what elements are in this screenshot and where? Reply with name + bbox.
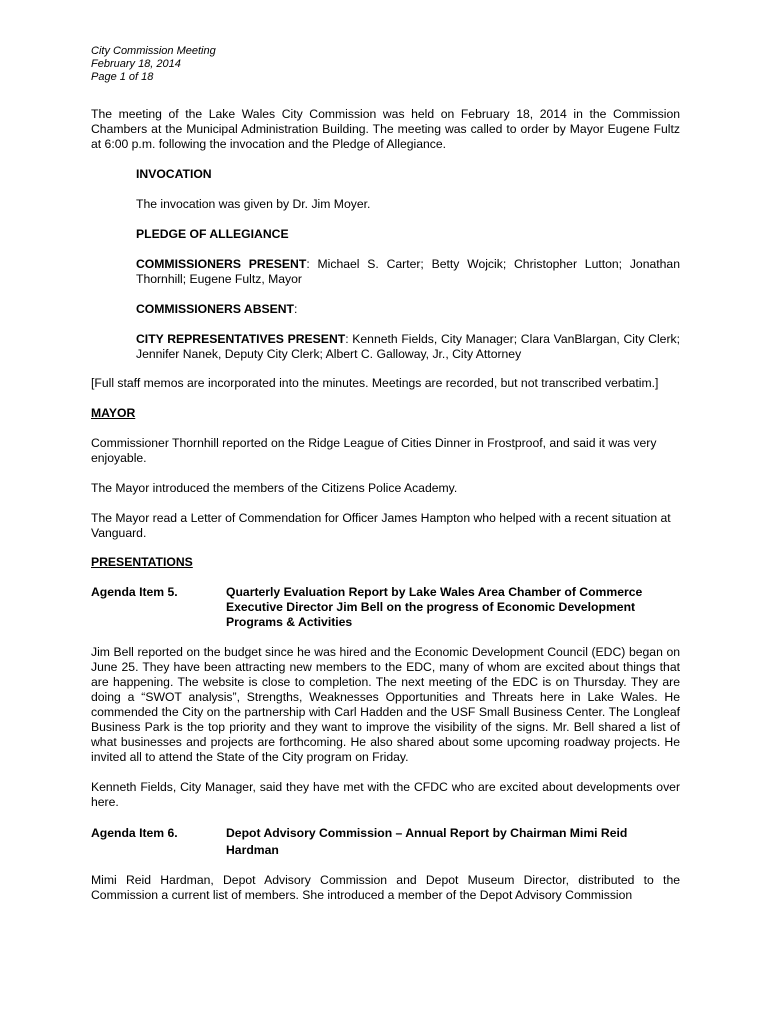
commissioners-absent-label: COMMISSIONERS ABSENT	[136, 302, 294, 316]
agenda-item-6-paragraph-1: Mimi Reid Hardman, Depot Advisory Commission and Depot Museum Director, distributed to the Commission a current list of members. She introduced a member of the Depot Advisory Commission	[91, 873, 680, 902]
agenda-item-5-paragraph-1: Jim Bell reported on the budget since he was hired and the Economic Development Council (EDC) began on June 25. They have been attracting new members to the EDC, many of whom are excited about things that are happening. The website is close to completion. The next meeting of the EDC is on Thursday. They are doing a “SWOT analysis”, Strengths, Weaknesses Opportunities and Threats here in Lake Wales. He commended the City on the partnership with Carl Hadden and the USF Small Business Center. The Longleaf Business Park is the top priority and they want to improve the visibility of the signs. Mr. Bell shared a list of what businesses and projects are forthcoming. He also shared about some upcoming roadway projects. He invited all to attend the State of the City program on Friday.	[91, 645, 680, 764]
agenda-item-6	[91, 825, 680, 859]
invocation-text: The invocation was given by Dr. Jim Moyer.	[136, 197, 371, 211]
agenda-item-5	[91, 585, 680, 630]
document-page	[91, 45, 680, 903]
agenda-item-5-title: Quarterly Evaluation Report by Lake Wales Area Chamber of Commerce Executive Director Jim Bell on the progress of Economic Development Programs & Activities	[226, 585, 643, 629]
city-representatives-list: : Kenneth Fields, City Manager; Clara VanBlargan, City Clerk; Jennifer Nanek, Deputy City Clerk; Albert C. Galloway, Jr., City Attorney	[136, 332, 680, 361]
mayor-paragraph-3: The Mayor read a Letter of Commendation for Officer James Hampton who helped with a recent situation at Vanguard.	[91, 511, 671, 540]
agenda-item-5-label: Agenda Item 5.	[91, 585, 178, 599]
mayor-heading: MAYOR	[91, 406, 136, 420]
commissioners-absent-list: :	[294, 302, 298, 316]
pledge-heading: PLEDGE OF ALLEGIANCE	[136, 227, 289, 241]
mayor-paragraph-2: The Mayor introduced the members of the Citizens Police Academy.	[91, 481, 458, 495]
agenda-item-6-label: Agenda Item 6.	[91, 826, 178, 840]
agenda-item-6-title: Depot Advisory Commission – Annual Report by Chairman Mimi Reid Hardman	[226, 826, 628, 857]
commissioners-present-list: : Michael S. Carter; Betty Wojcik; Christopher Lutton; Jonathan Thornhill; Eugene Fultz, Mayor	[136, 257, 680, 286]
intro-paragraph: The meeting of the Lake Wales City Commission was held on February 18, 2014 in the Commission Chambers at the Municipal Administration Building. The meeting was called to order by Mayor Eugene Fultz at 6:00 p.m. following the invocation and the Pledge of Allegiance.	[91, 107, 680, 151]
invocation-heading: INVOCATION	[136, 167, 212, 181]
presentations-heading: PRESENTATIONS	[91, 555, 193, 569]
city-representatives	[136, 332, 680, 362]
header-date: February 18, 2014	[91, 58, 181, 70]
commissioners-absent	[136, 302, 680, 317]
header-meeting-name: City Commission Meeting	[91, 45, 216, 57]
city-representatives-label: CITY REPRESENTATIVES PRESENT	[136, 332, 346, 346]
agenda-item-5-paragraph-2: Kenneth Fields, City Manager, said they have met with the CFDC who are excited about developments over here.	[91, 780, 680, 809]
header-page-number: Page 1 of 18	[91, 71, 154, 83]
commissioners-present	[136, 257, 680, 287]
staff-note: [Full staff memos are incorporated into the minutes. Meetings are recorded, but not transcribed verbatim.]	[91, 376, 659, 390]
mayor-paragraph-1: Commissioner Thornhill reported on the Ridge League of Cities Dinner in Frostproof, and said it was very enjoyable.	[91, 436, 657, 465]
commissioners-present-label: COMMISSIONERS PRESENT	[136, 257, 307, 271]
